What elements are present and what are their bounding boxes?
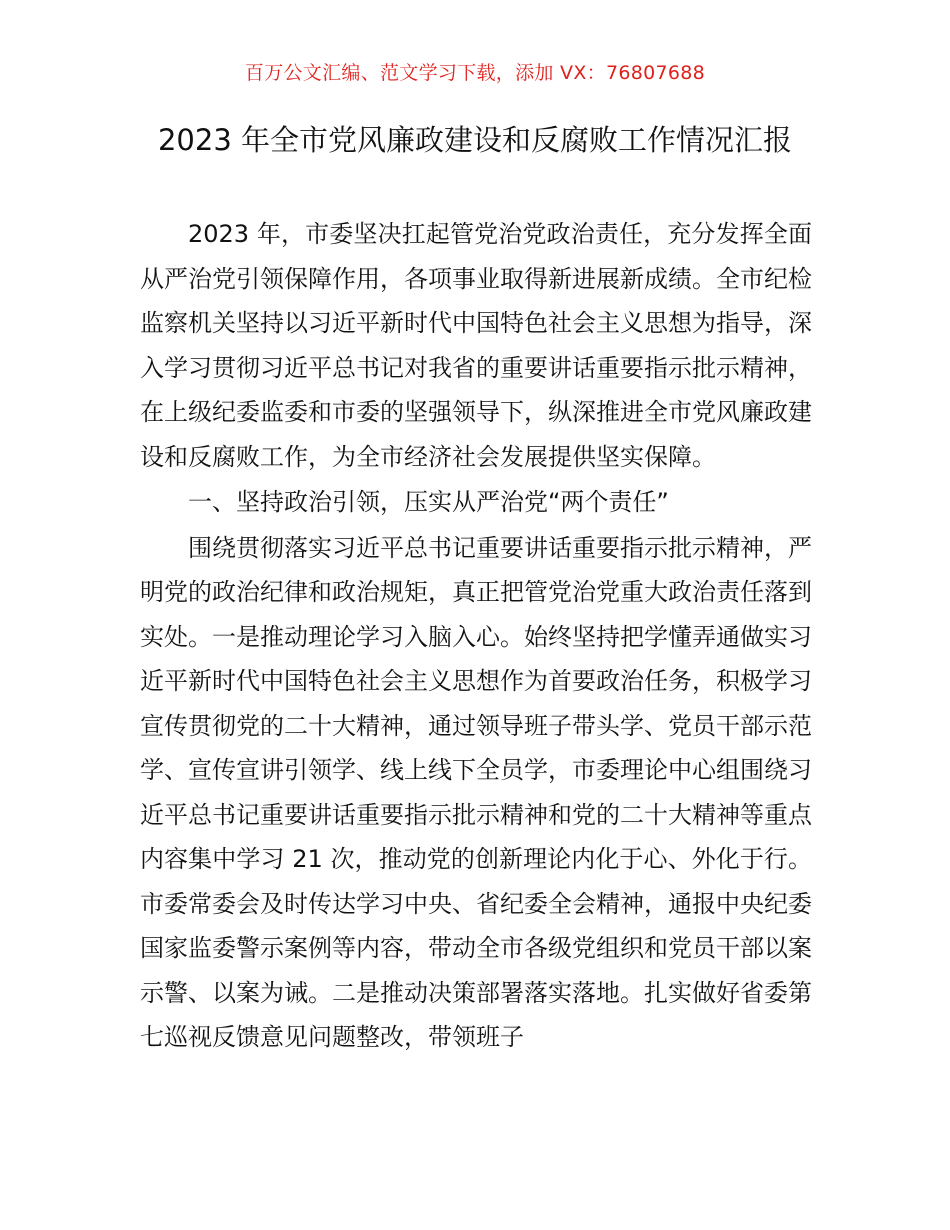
paragraph-body: 围绕贯彻落实习近平总书记重要讲话重要指示批示精神，严明党的政治纪律和政治规矩，真正把管党治党重大政治责任落到实处。一是推动理论学习入脑入心。始终坚持把学懂弄通做实习近平新时代中国特色社会主义思想作为首要政治任务，积极学习宣传贯彻党的二十大精神，通过领导班子带头学、党员干部示范学、宣传宣讲引领学、线上线下全员学，市委理论中心组围绕习近平总书记重要讲话重要指示批示精神和党的二十大精神等重点内容集中学习 21 次，推动党的创新理论内化于心、外化于行。市委常委会及时传达学习中央、省纪委全会精神，通报中央纪委国家监委警示案例等内容，带动全市各级党组织和党员干部以案示警、以案为诫。二是推动决策部署落实落地。扎实做好省委第七巡视反馈意见问题整改，带领班子 xyxy=(140,533,812,1051)
paragraph-intro: 2023 年，市委坚决扛起管党治党政治责任，充分发挥全面从严治党引领保障作用，各项事业取得新进展新成绩。全市纪检监察机关坚持以习近平新时代中国特色社会主义思想为指导，深入学习贯彻习近平总书记对我省的重要讲话重要指示批示精神，在上级纪委监委和市委的坚强领导下，纵深推进全市党风廉政建设和反腐败工作，为全市经济社会发展提供坚实保障。 xyxy=(140,220,812,471)
header-banner: 百万公文汇编、范文学习下载，添加 VX：76807688 xyxy=(244,62,706,84)
document-body xyxy=(140,212,812,1060)
document-title: 2023 年全市党风廉政建设和反腐败工作情况汇报 xyxy=(157,123,793,157)
section-heading: 一、坚持政治引领，压实从严治党“两个责任” xyxy=(188,488,669,516)
